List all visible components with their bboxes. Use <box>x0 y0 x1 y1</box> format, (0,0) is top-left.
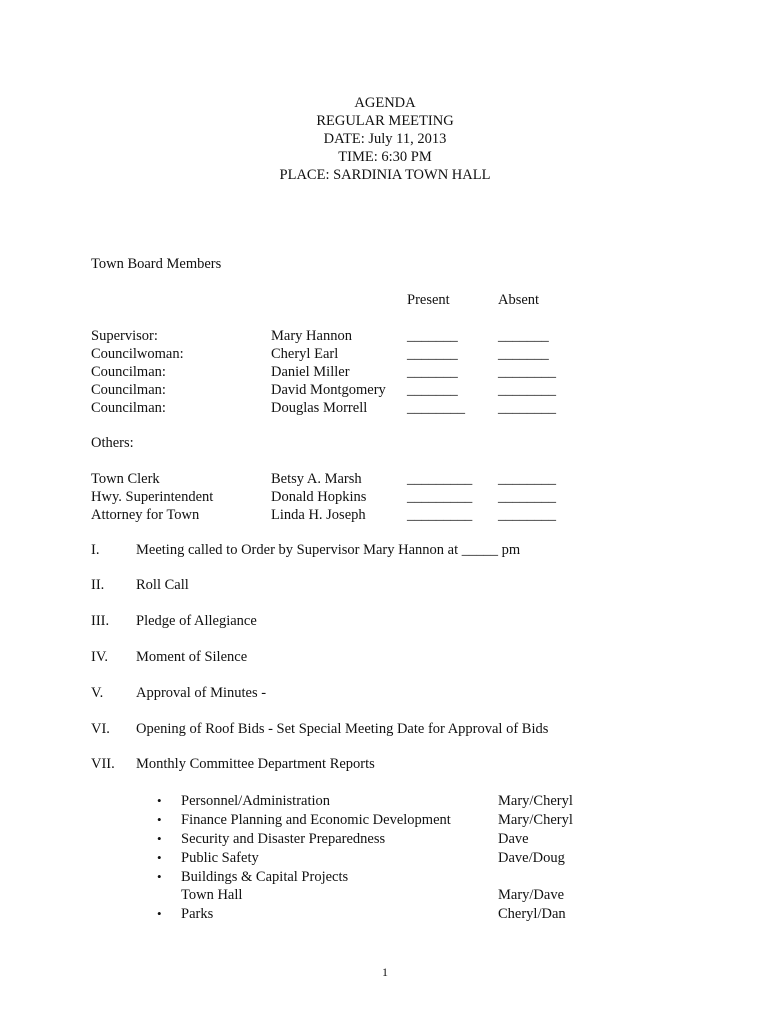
other-role: Town Clerk <box>91 471 160 487</box>
others-title: Others: <box>91 435 134 451</box>
absent-blank: ________ <box>498 489 556 505</box>
agenda-item-text: Moment of Silence <box>136 649 248 665</box>
member-role: Councilman: <box>91 400 166 416</box>
bullet-icon: • <box>157 831 162 846</box>
report-item: Parks <box>181 906 214 922</box>
agenda-item-number: IV. <box>91 649 109 665</box>
bullet-icon: • <box>157 812 162 827</box>
agenda-item-number: III. <box>91 613 110 629</box>
agenda-item-number: V. <box>91 685 104 701</box>
header-date: DATE: July 11, 2013 <box>323 131 447 147</box>
agenda-item-number: I. <box>91 542 100 558</box>
member-role: Councilwoman: <box>91 346 184 362</box>
report-assignee: Mary/Cheryl <box>498 812 573 828</box>
present-blank: ________ <box>407 400 465 416</box>
report-assignee: Dave <box>498 831 529 847</box>
report-item: Finance Planning and Economic Development <box>181 812 451 828</box>
absent-blank: _______ <box>498 346 549 362</box>
agenda-item-text: Opening of Roof Bids - Set Special Meeting Date for Approval of Bids <box>136 721 549 737</box>
bullet-icon: • <box>157 869 162 884</box>
other-role: Hwy. Superintendent <box>91 489 214 505</box>
agenda-item-number: VII. <box>91 756 115 772</box>
other-role: Attorney for Town <box>91 507 200 523</box>
absent-blank: _______ <box>498 328 549 344</box>
absent-blank: ________ <box>498 364 556 380</box>
other-name: Betsy A. Marsh <box>271 471 362 487</box>
board-title: Town Board Members <box>91 256 222 272</box>
agenda-item-text: Approval of Minutes - <box>136 685 267 701</box>
absent-blank: ________ <box>498 382 556 398</box>
absent-blank: ________ <box>498 507 556 523</box>
bullet-icon: • <box>157 793 162 808</box>
report-item: Security and Disaster Preparedness <box>181 831 386 847</box>
other-name: Donald Hopkins <box>271 489 367 505</box>
present-blank: _______ <box>407 328 458 344</box>
report-assignee: Mary/Dave <box>498 887 565 903</box>
header-title: AGENDA <box>354 95 416 111</box>
member-name: Cheryl Earl <box>271 346 339 362</box>
report-assignee: Dave/Doug <box>498 850 565 866</box>
present-blank: _______ <box>407 346 458 362</box>
present-blank: _________ <box>407 489 473 505</box>
member-role: Councilman: <box>91 364 166 380</box>
present-column-header: Present <box>407 292 450 308</box>
agenda-item-text: Meeting called to Order by Supervisor Mary Hannon at _____ pm <box>136 542 521 558</box>
member-role: Councilman: <box>91 382 166 398</box>
report-assignee: Mary/Cheryl <box>498 793 573 809</box>
other-name: Linda H. Joseph <box>271 507 366 523</box>
page-number: 1 <box>382 965 388 979</box>
member-name: Daniel Miller <box>271 364 350 380</box>
report-item: Public Safety <box>181 850 259 866</box>
report-item: Personnel/Administration <box>181 793 331 809</box>
absent-blank: ________ <box>498 400 556 416</box>
member-name: Mary Hannon <box>271 328 352 344</box>
report-subitem: Town Hall <box>181 887 243 903</box>
member-name: Douglas Morrell <box>271 400 368 416</box>
present-blank: _______ <box>407 382 458 398</box>
bullet-icon: • <box>157 850 162 865</box>
absent-column-header: Absent <box>498 292 540 308</box>
agenda-item-number: II. <box>91 577 105 593</box>
report-assignee: Cheryl/Dan <box>498 906 566 922</box>
header-place: PLACE: SARDINIA TOWN HALL <box>279 167 491 183</box>
absent-blank: ________ <box>498 471 556 487</box>
present-blank: _______ <box>407 364 458 380</box>
agenda-item-text: Pledge of Allegiance <box>136 613 257 629</box>
header-meeting-type: REGULAR MEETING <box>316 113 454 129</box>
agenda-item-text: Monthly Committee Department Reports <box>136 756 375 772</box>
report-item: Buildings & Capital Projects <box>181 869 349 885</box>
bullet-icon: • <box>157 906 162 921</box>
member-role: Supervisor: <box>91 328 158 344</box>
agenda-item-number: VI. <box>91 721 110 737</box>
present-blank: _________ <box>407 507 473 523</box>
member-name: David Montgomery <box>271 382 386 398</box>
header-time: TIME: 6:30 PM <box>338 149 432 165</box>
agenda-item-text: Roll Call <box>136 577 189 593</box>
present-blank: _________ <box>407 471 473 487</box>
